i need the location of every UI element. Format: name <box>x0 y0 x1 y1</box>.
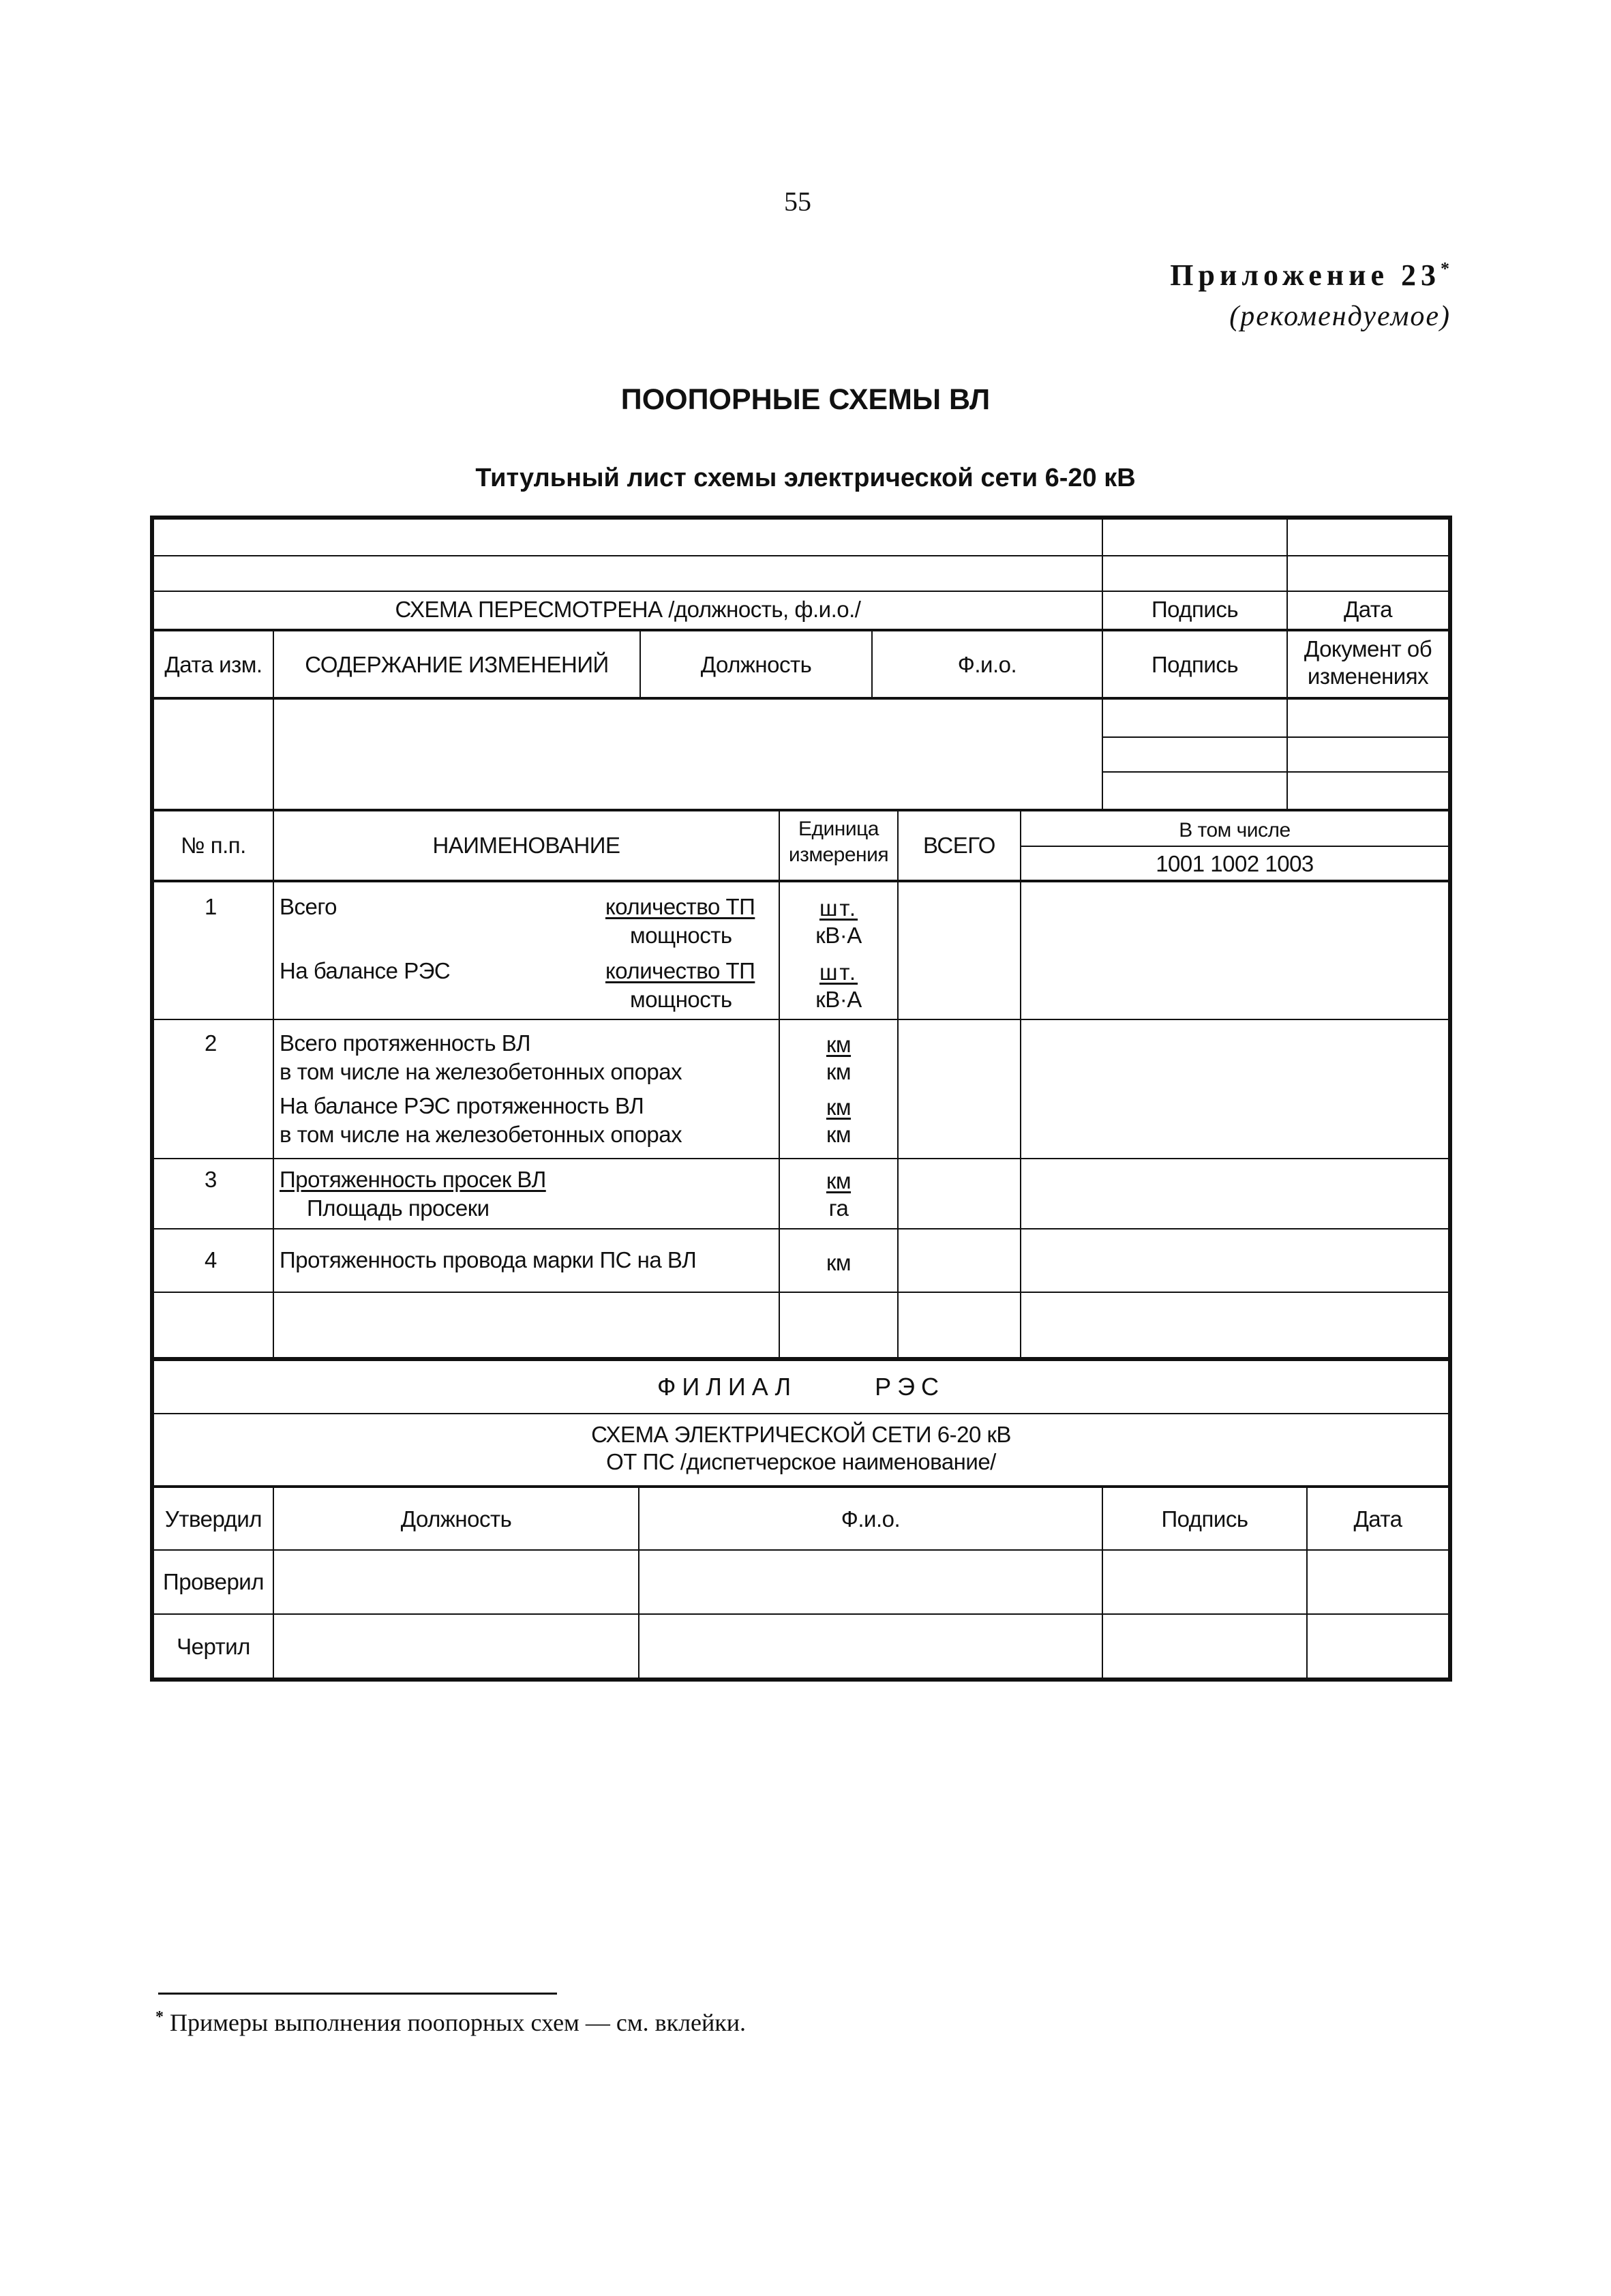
header-change-date: Дата изм. <box>164 652 262 677</box>
footnote-mark: * <box>155 2008 164 2026</box>
row1-unit-2: кВ·А <box>815 923 862 948</box>
reviewed-label: СХЕМА ПЕРЕСМОТРЕНА /должность, ф.и.о./ <box>395 597 861 622</box>
row1-unit-4: кВ·А <box>815 987 862 1012</box>
row3-line1: Протяженность просек ВЛ <box>280 1167 546 1192</box>
row4-num: 4 <box>205 1247 217 1272</box>
row2-unit-1: км <box>826 1032 852 1057</box>
page-subtitle: Титульный лист схемы электрической сети 6-20 кВ <box>475 464 1136 492</box>
row3-unit-1: км <box>826 1168 852 1193</box>
row1-num: 1 <box>205 894 217 919</box>
footer-fio: Ф.и.о. <box>841 1506 901 1532</box>
row2-unit-3: км <box>826 1094 852 1120</box>
appendix-label-text: Приложение 23 <box>1170 258 1441 292</box>
footnote <box>155 2008 746 2037</box>
header-num: № п.п. <box>181 833 246 858</box>
row1-total-power-label: мощность <box>630 923 732 948</box>
header-signature: Подпись <box>1151 652 1239 677</box>
row2-num: 2 <box>205 1030 217 1056</box>
scheme-title <box>154 1421 1448 1476</box>
footnote-text: Примеры выполнения поопорных схем — см. вклейки. <box>170 2009 747 2036</box>
row3-unit-2: га <box>828 1195 849 1221</box>
header-unit <box>780 816 897 868</box>
row3-line2: Площадь просеки <box>307 1195 490 1221</box>
approved-label: Утвердил <box>164 1506 262 1532</box>
scheme-title-line2: ОТ ПС /диспетчерское наименование/ <box>606 1449 996 1474</box>
row1-balance-label: На балансе РЭС <box>280 958 451 983</box>
header-unit-line1: Единица <box>798 818 879 840</box>
header-document-line1: Документ об <box>1304 636 1432 661</box>
footer-signature: Подпись <box>1161 1506 1248 1532</box>
header-changes-content: СОДЕРЖАНИЕ ИЗМЕНЕНИЙ <box>305 652 609 677</box>
appendix-label <box>1170 258 1454 293</box>
page-number: 55 <box>784 186 811 217</box>
row1-balance-power-label: мощность <box>630 987 732 1012</box>
header-unit-line2: измерения <box>788 844 889 866</box>
footer-date: Дата <box>1353 1506 1402 1532</box>
row4-line1: Протяженность провода марки ПС на ВЛ <box>280 1247 697 1272</box>
header-fio: Ф.и.о. <box>957 652 1017 677</box>
appendix-mark: * <box>1441 258 1454 279</box>
footer-position: Должность <box>400 1506 512 1532</box>
row1-total-qty-label: количество ТП <box>605 894 755 919</box>
drawn-label: Чертил <box>177 1634 250 1659</box>
row3-num: 3 <box>205 1167 217 1192</box>
row2-line3: На балансе РЭС протяженность ВЛ <box>280 1093 644 1118</box>
header-including: В том числе <box>1179 819 1291 841</box>
scheme-title-line1: СХЕМА ЭЛЕКТРИЧЕСКОЙ СЕТИ 6-20 кВ <box>591 1422 1011 1447</box>
branch-label: ФИЛИАЛ РЭС <box>657 1373 946 1401</box>
row4-unit-1: км <box>826 1250 852 1275</box>
row2-unit-2: км <box>826 1059 852 1084</box>
row2-line4: в том числе на железобетонных опорах <box>280 1122 682 1147</box>
header-including-cols: 1001 1002 1003 <box>1156 851 1314 876</box>
row1-unit-3: шт. <box>819 959 858 985</box>
row1-total-label: Всего <box>280 894 337 919</box>
header-name: НАИМЕНОВАНИЕ <box>432 833 620 858</box>
footnote-rule <box>158 1993 557 1995</box>
header-total: ВСЕГО <box>923 833 995 858</box>
row2-line1: Всего протяженность ВЛ <box>280 1030 531 1056</box>
header-document <box>1288 636 1448 690</box>
row1-balance-qty-label: количество ТП <box>605 958 755 983</box>
reviewed-signature: Подпись <box>1151 597 1239 622</box>
header-position: Должность <box>700 652 812 677</box>
row2-line2: в том числе на железобетонных опорах <box>280 1059 682 1084</box>
row2-unit-4: км <box>826 1122 852 1147</box>
header-document-line2: изменениях <box>1307 664 1429 689</box>
checked-label: Проверил <box>163 1569 264 1594</box>
appendix-note: (рекомендуемое) <box>1229 301 1451 332</box>
reviewed-date: Дата <box>1343 597 1393 622</box>
row1-unit-1: шт. <box>819 895 858 921</box>
page-title: ПООПОРНЫЕ СХЕМЫ ВЛ <box>620 383 991 416</box>
